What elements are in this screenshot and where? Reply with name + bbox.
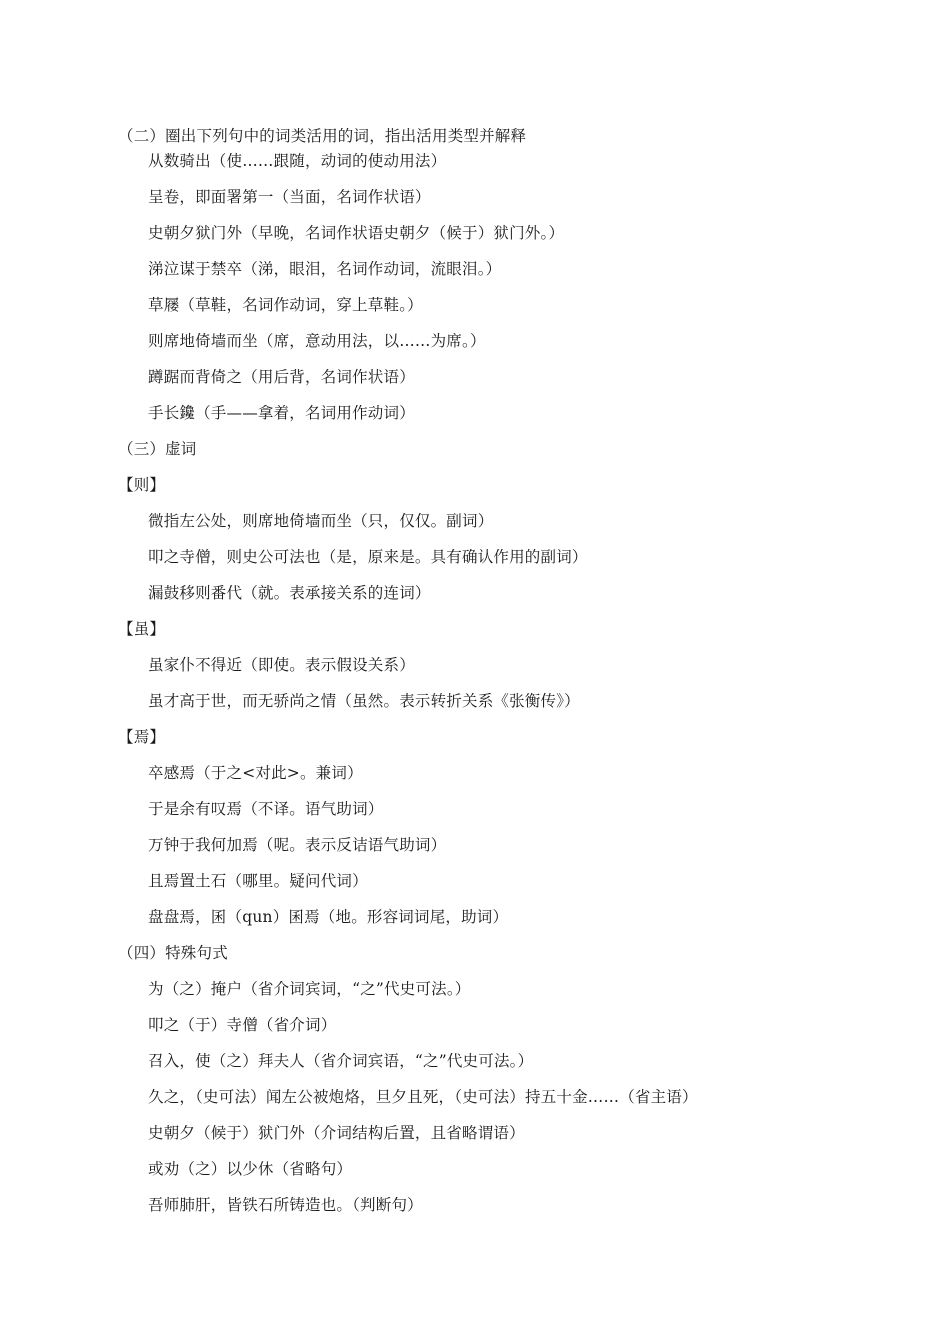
text-line: 于是余有叹焉（不译。语气助词） — [148, 800, 384, 818]
text-line: 盘盘焉，囷（qun）囷焉（地。形容词词尾，助词） — [148, 908, 509, 926]
text-line: 万钟于我何加焉（呢。表示反诘语气助词） — [148, 836, 447, 854]
text-line: 手长鑱（手——拿着，名词用作动词） — [148, 404, 415, 422]
text-line: 或劝（之）以少休（省略句） — [148, 1160, 353, 1178]
text-line: 史朝夕（候于）狱门外（介词结构后置，且省略谓语） — [148, 1124, 525, 1142]
text-line: 涕泣谋于禁卒（涕，眼泪，名词作动词，流眼泪。） — [148, 260, 502, 278]
text-line: 卒感焉（于之<对此>。兼词） — [148, 764, 363, 782]
text-line: 虽家仆不得近（即使。表示假设关系） — [148, 656, 415, 674]
subheading-yan: 【焉】 — [118, 728, 166, 746]
section-heading-word-class: （二）圈出下列句中的词类活用的词，指出活用类型并解释 — [118, 127, 527, 145]
text-line: 则席地倚墙而坐（席，意动用法，以……为席。） — [148, 332, 486, 350]
text-line: 蹲踞而背倚之（用后背，名词作状语） — [148, 368, 415, 386]
section-heading-special-sentences: （四）特殊句式 — [118, 944, 228, 962]
text-line: 且焉置土石（哪里。疑问代词） — [148, 872, 368, 890]
subheading-ze: 【则】 — [118, 476, 166, 494]
text-line: 呈卷，即面署第一（当面，名词作状语） — [148, 188, 431, 206]
section-heading-function-words: （三）虚词 — [118, 440, 197, 458]
text-line: 叩之（于）寺僧（省介词） — [148, 1016, 337, 1034]
text-line: 从数骑出（使……跟随，动词的使动用法） — [148, 152, 447, 170]
text-line: 为（之）掩户（省介词宾词，“之”代史可法。） — [148, 980, 471, 998]
text-line: 虽才高于世，而无骄尚之情（虽然。表示转折关系《张衡传》） — [148, 692, 580, 710]
subheading-sui: 【虽】 — [118, 620, 166, 638]
text-line: 微指左公处，则席地倚墙而坐（只，仅仅。副词） — [148, 512, 494, 530]
text-line: 久之，（史可法）闻左公被炮烙，旦夕且死，（史可法）持五十金……（省主语） — [148, 1088, 698, 1106]
text-line: 漏鼓移则番代（就。表承接关系的连词） — [148, 584, 431, 602]
text-line: 召入，使（之）拜夫人（省介词宾语，“之”代史可法。） — [148, 1052, 534, 1070]
text-line: 草屦（草鞋，名词作动词，穿上草鞋。） — [148, 296, 423, 314]
text-line: 史朝夕狱门外（早晚，名词作状语史朝夕（候于）狱门外。） — [148, 224, 565, 242]
text-line: 叩之寺僧，则史公可法也（是，原来是。具有确认作用的副词） — [148, 548, 588, 566]
text-line: 吾师肺肝，皆铁石所铸造也。（判断句） — [148, 1196, 423, 1214]
